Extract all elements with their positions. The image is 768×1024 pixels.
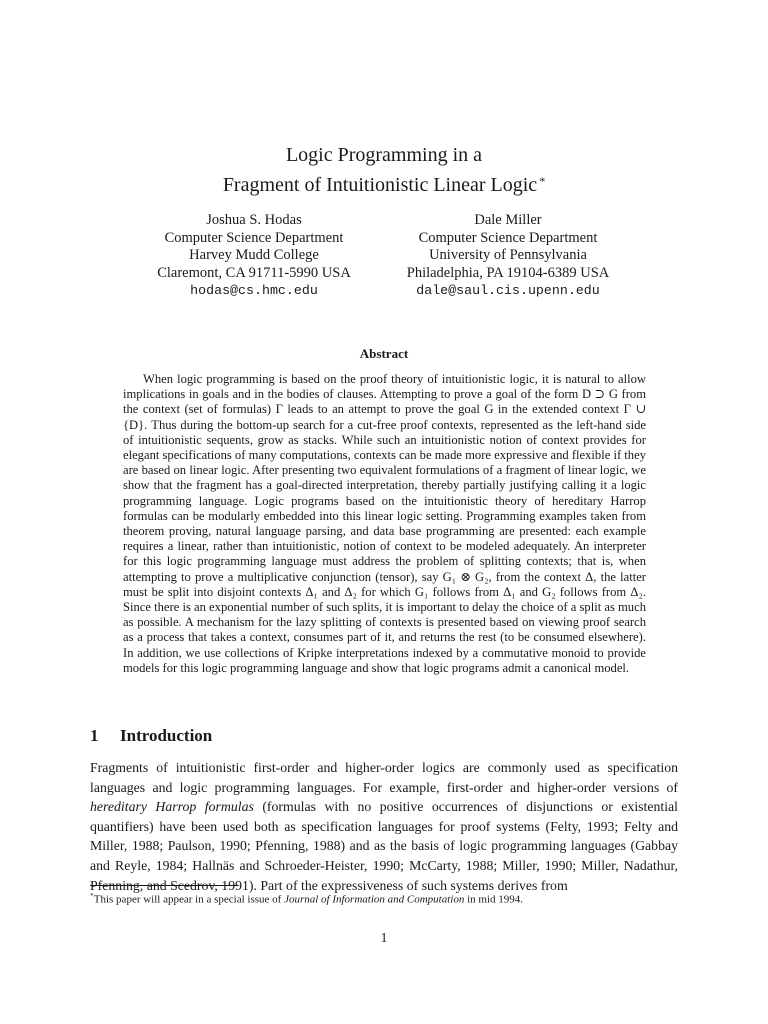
title-footnote-mark: * [539, 174, 546, 188]
title-line-1: Logic Programming in a [285, 144, 483, 166]
footnote-text-part-1: This paper will appear in a special issue of [93, 893, 285, 906]
intro-body [90, 758, 678, 895]
section-number: 1 [90, 726, 99, 745]
author-email: hodas@cs.hmc.edu [190, 283, 318, 298]
title-line-2-text: Fragment of Intuitionistic Linear Logic [222, 174, 538, 196]
paper-title [0, 142, 768, 198]
page-number: 1 [380, 930, 388, 945]
author-name: Dale Miller [474, 212, 542, 228]
intro-emphasis: hereditary Harrop formulas [90, 799, 254, 815]
footnote-mark: * [90, 891, 94, 900]
section-heading [90, 726, 212, 746]
author-block-miller [358, 212, 658, 300]
intro-text-part-2: (formulas with no positive occurrences of disjunctions or existential quantifiers) have been used both as specification languages for proof systems (Felty, 1993; Felty and Miller, 1988; Paulson, 1990; Pfenning, 1988) and as the basis of logic programming languages (Gabbay and Reyle, 1984; Hallnäs and Schroeder-Heister, 1990; McCarty, 1988; Miller, 1990; Miller, Nadathur, Pfenning, and Scedrov, 1991). Part of the expressiveness of such systems derives from [90, 799, 678, 893]
title-line-2 [0, 168, 768, 198]
author-institution: Harvey Mudd College [189, 247, 319, 263]
author-name: Joshua S. Hodas [206, 212, 302, 228]
abstract-heading: Abstract [359, 346, 409, 361]
author-address: Claremont, CA 91711-5990 USA [157, 264, 351, 281]
author-department: Computer Science Department [418, 229, 598, 246]
section-title: Introduction [120, 726, 213, 745]
author-institution: University of Pennsylvania [429, 247, 587, 263]
footnote-journal: Journal of Information and Computation [284, 893, 465, 906]
footnote-rule [90, 885, 238, 886]
abstract-body [123, 372, 646, 676]
author-email: dale@saul.cis.upenn.edu [416, 283, 600, 298]
footnote-text-part-2: in mid 1994. [464, 893, 524, 906]
author-department: Computer Science Department [164, 229, 344, 246]
intro-paragraph [90, 758, 678, 895]
abstract-paragraph: When logic programming is based on the proof theory of intuitionistic logic, it is natural to allow implications in goals and in the bodies of clauses. Attempting to prove a goal of the form D ⊃ G from the context (set of formulas) Γ leads to an attempt to prove the goal G in the extended context Γ ∪ {D}. Thus during the bottom-up search for a cut-free proof contexts, represented as the left-hand side of intuitionistic sequents, grow as stacks. While such an intuitionistic notion of context provides for elegant specifications of many computations, contexts can be made more expressive and flexible if they are based on linear logic. After presenting two equivalent formulations of a fragment of linear logic, we show that the fragment has a goal-directed interpretation, thereby partially justifying calling it a logic programming language. Logic programs based on the intuitionistic theory of hereditary Harrop formulas can be modularly embedded into this linear logic setting. Programming examples taken from theorem proving, natural language parsing, and data base programming are presented: each example requires a linear, rather than intuitionistic, notion of context to be modeled adequately. An interpreter for this logic programming language must address the problem of splitting contexts; that is, when attempting to prove a multiplicative conjunction (tensor), say G₁ ⊗ G₂, from the context Δ, the latter must be split into disjoint contexts Δ₁ and Δ₂ for which G₁ follows from Δ₁ and G₂ follows from Δ₂. Since there is an exponential number of such splits, it is important to delay the choice of a split as much as possible. A mechanism for the lazy splitting of contexts is presented based on viewing proof search as a process that takes a context, consumes part of it, and returns the rest (to be consumed elsewhere). In addition, we use collections of Kripke interpretations indexed by a commutative monoid to provide models for this logic programming language and show that logic programs admit a canonical model. [123, 372, 646, 675]
intro-text-part-1: Fragments of intuitionistic first-order and higher-order logics are commonly used as specification languages and logic programming languages. For example, first-order and higher-order versions of [90, 760, 678, 795]
author-address: Philadelphia, PA 19104-6389 USA [406, 264, 610, 281]
footnote [90, 889, 690, 907]
